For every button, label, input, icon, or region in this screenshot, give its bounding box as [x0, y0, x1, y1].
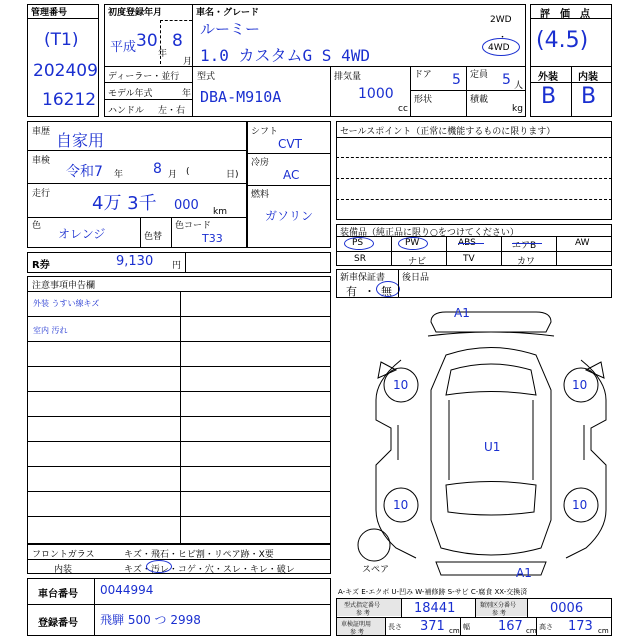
wheel-fl: 10 — [393, 378, 409, 392]
class-value: 0006 — [550, 601, 584, 616]
int-rating: B — [581, 84, 597, 109]
color-code: T33 — [202, 232, 223, 245]
car-name: ルーミー — [200, 20, 261, 38]
model-year-label: モデル年式 — [108, 89, 153, 99]
load-unit: kg — [512, 104, 523, 114]
engine-label: 排気量 — [334, 72, 362, 82]
equip-leather: カワ — [517, 257, 536, 267]
length-label: 長さ — [388, 623, 402, 631]
mgmt-label: 管理番号 — [31, 8, 68, 18]
aircon-value: AC — [283, 168, 300, 182]
plate-label: 登録番号 — [38, 618, 78, 629]
height-unit: cm — [598, 627, 609, 635]
ext-rating-label: 外装 — [538, 72, 558, 83]
capacity-unit: 人 — [514, 81, 524, 91]
inspection-year-unit: 年 — [114, 170, 124, 180]
drive-4wd-circle — [482, 38, 520, 56]
warranty-dot: ・ — [364, 285, 375, 298]
height-label: 高さ — [539, 623, 553, 631]
load-label: 積載 — [470, 95, 489, 105]
equipment-label: 装備品（純正品に限り○をつけてください） — [340, 228, 519, 238]
wheel-fr: 10 — [572, 378, 588, 392]
class-label: 類別区分番号 — [480, 602, 517, 609]
color-label: 色 — [32, 221, 42, 231]
mgmt-code: (T1) — [44, 30, 79, 50]
inspection-day-unit: 日) — [226, 170, 239, 180]
type-value: 18441 — [414, 601, 456, 616]
car-grade: 1.0 カスタムG S 4WD — [200, 46, 370, 65]
equip-sr: SR — [354, 254, 366, 264]
drive-dot: ・ — [498, 33, 508, 43]
car-diagram — [336, 300, 612, 585]
engine-value: 1000 — [358, 86, 394, 102]
recycle-value: 9,130 — [116, 254, 154, 269]
first-reg-era: 平成 — [110, 40, 137, 55]
aircon-label: 冷房 — [251, 158, 270, 168]
handle-label: ハンドル — [108, 106, 145, 116]
equip-abs: ABS — [458, 238, 476, 248]
shift-label: シフト — [251, 127, 279, 137]
drive-2wd: 2WD — [490, 15, 512, 25]
chassis-value: 0044994 — [100, 583, 154, 597]
recycle-label: R券 — [32, 260, 50, 271]
interior-dirt-circle — [146, 560, 172, 573]
width-unit: cm — [526, 627, 537, 635]
wheel-rr: 10 — [572, 498, 588, 512]
equip-ps-circle — [344, 237, 374, 250]
fuel-value: ガソリン — [265, 209, 314, 223]
inspection-era: 令和7 — [66, 164, 103, 180]
legend: A-キズ E-エクボ U-凹み W-補修跡 S-サビ C-腐食 XX-交換済 — [338, 588, 528, 596]
engine-unit: cc — [398, 104, 408, 114]
inspection-month: 8 — [153, 161, 162, 177]
cert-sub: 参 考 — [350, 629, 364, 636]
notes-line-1: 外装 うすい線キズ — [33, 299, 100, 308]
chassis-label: 車台番号 — [38, 589, 78, 600]
fuel-label: 燃料 — [251, 190, 270, 200]
coat-label: 色替 — [144, 232, 163, 242]
equip-ps: PS — [352, 238, 364, 248]
mileage-value: 4万 3千 — [92, 193, 157, 214]
equip-navi: ナビ — [408, 257, 427, 267]
interior-label: 内装 — [54, 565, 73, 575]
mileage-small: 000 — [174, 198, 199, 213]
mileage-label: 走行 — [32, 189, 51, 199]
width-label: 幅 — [463, 623, 470, 631]
rating-value: (4.5) — [536, 28, 589, 53]
warranty-label: 新車保証書 — [340, 273, 386, 283]
inspection-label: 車検 — [32, 156, 51, 166]
type-sub: 参 考 — [356, 610, 370, 617]
equip-aw: AW — [575, 238, 590, 248]
damage-a1-bottom: A1 — [516, 566, 532, 580]
plate-value: 飛騨 500 つ 2998 — [100, 613, 201, 627]
first-reg-dashed — [160, 20, 192, 64]
recycle-unit: 円 — [172, 261, 182, 271]
mgmt-number-1: 202409 — [33, 61, 98, 81]
warranty-no: 無 — [381, 285, 392, 298]
mgmt-number-2: 16212 — [42, 90, 97, 110]
damage-u1: U1 — [484, 440, 501, 454]
notes-line-2: 室内 汚れ — [33, 326, 68, 335]
rating-label: 評 価 点 — [540, 9, 590, 20]
ext-rating: B — [541, 84, 557, 109]
usage-label: 車歴 — [32, 127, 51, 137]
length-unit: cm — [449, 627, 460, 635]
warranty-no-circle — [376, 281, 400, 297]
drive-4wd: 4WD — [488, 43, 510, 53]
type-label: 型式指定番号 — [344, 602, 381, 609]
sales-label: セールスポイント（正常に機能するものに限ります） — [340, 127, 556, 137]
equip-abs-strike — [458, 243, 484, 244]
spare-label: スペア — [362, 565, 390, 575]
inspection-month-unit: 月 — [168, 170, 178, 180]
after-label: 後日品 — [402, 273, 430, 283]
first-reg-year: 30 — [136, 31, 158, 51]
windshield-label: フロントガラス — [32, 550, 95, 560]
mileage-unit: km — [213, 207, 227, 217]
first-reg-month-unit: 月 — [183, 57, 193, 67]
equip-tv: TV — [463, 254, 475, 264]
doors-value: 5 — [452, 72, 461, 88]
dealer-label: ディーラー・並行 — [108, 72, 180, 82]
class-sub: 参 考 — [492, 610, 506, 617]
equip-pw: PW — [405, 238, 420, 248]
damage-a1-top: A1 — [454, 306, 470, 320]
interior-value: キズ・汚レ・コゲ・穴・スレ・キレ・破レ — [124, 565, 295, 575]
height-value: 173 — [568, 619, 593, 634]
color-code-label: 色コード — [175, 221, 212, 231]
width-value: 167 — [498, 619, 523, 634]
length-value: 371 — [420, 619, 445, 634]
int-rating-label: 内装 — [578, 72, 598, 83]
equip-pw-circle — [398, 237, 428, 250]
equip-airbag: エアB — [512, 241, 537, 251]
cert-label: 車検証明用 — [341, 621, 372, 628]
car-name-label: 車名・グレード — [196, 8, 260, 18]
notes-label: 注意事項申告欄 — [32, 281, 96, 291]
wheel-rl: 10 — [393, 498, 409, 512]
capacity-value: 5 — [502, 72, 511, 88]
color-value: オレンジ — [58, 227, 106, 241]
handle-value: 左・右 — [158, 106, 186, 116]
capacity-label: 定員 — [470, 70, 489, 80]
model-year-suffix: 年 — [182, 89, 192, 99]
first-reg-label: 初度登録年月 — [108, 8, 163, 18]
equip-airbag-strike — [512, 243, 542, 244]
first-reg-year-unit: 年 — [158, 49, 168, 59]
inspection-paren: ( — [186, 167, 190, 177]
doors-label: ドア — [414, 70, 432, 80]
model-value: DBA-M910A — [200, 88, 282, 106]
shift-value: CVT — [278, 137, 302, 151]
usage-value: 自家用 — [56, 131, 105, 150]
first-reg-month: 8 — [172, 31, 183, 51]
shape-label: 形状 — [414, 95, 433, 105]
windshield-value: キズ・飛石・ヒビ割・リペア跡・X要 — [124, 550, 274, 560]
warranty-yes: 有 — [346, 285, 357, 298]
model-label: 型式 — [197, 72, 216, 82]
